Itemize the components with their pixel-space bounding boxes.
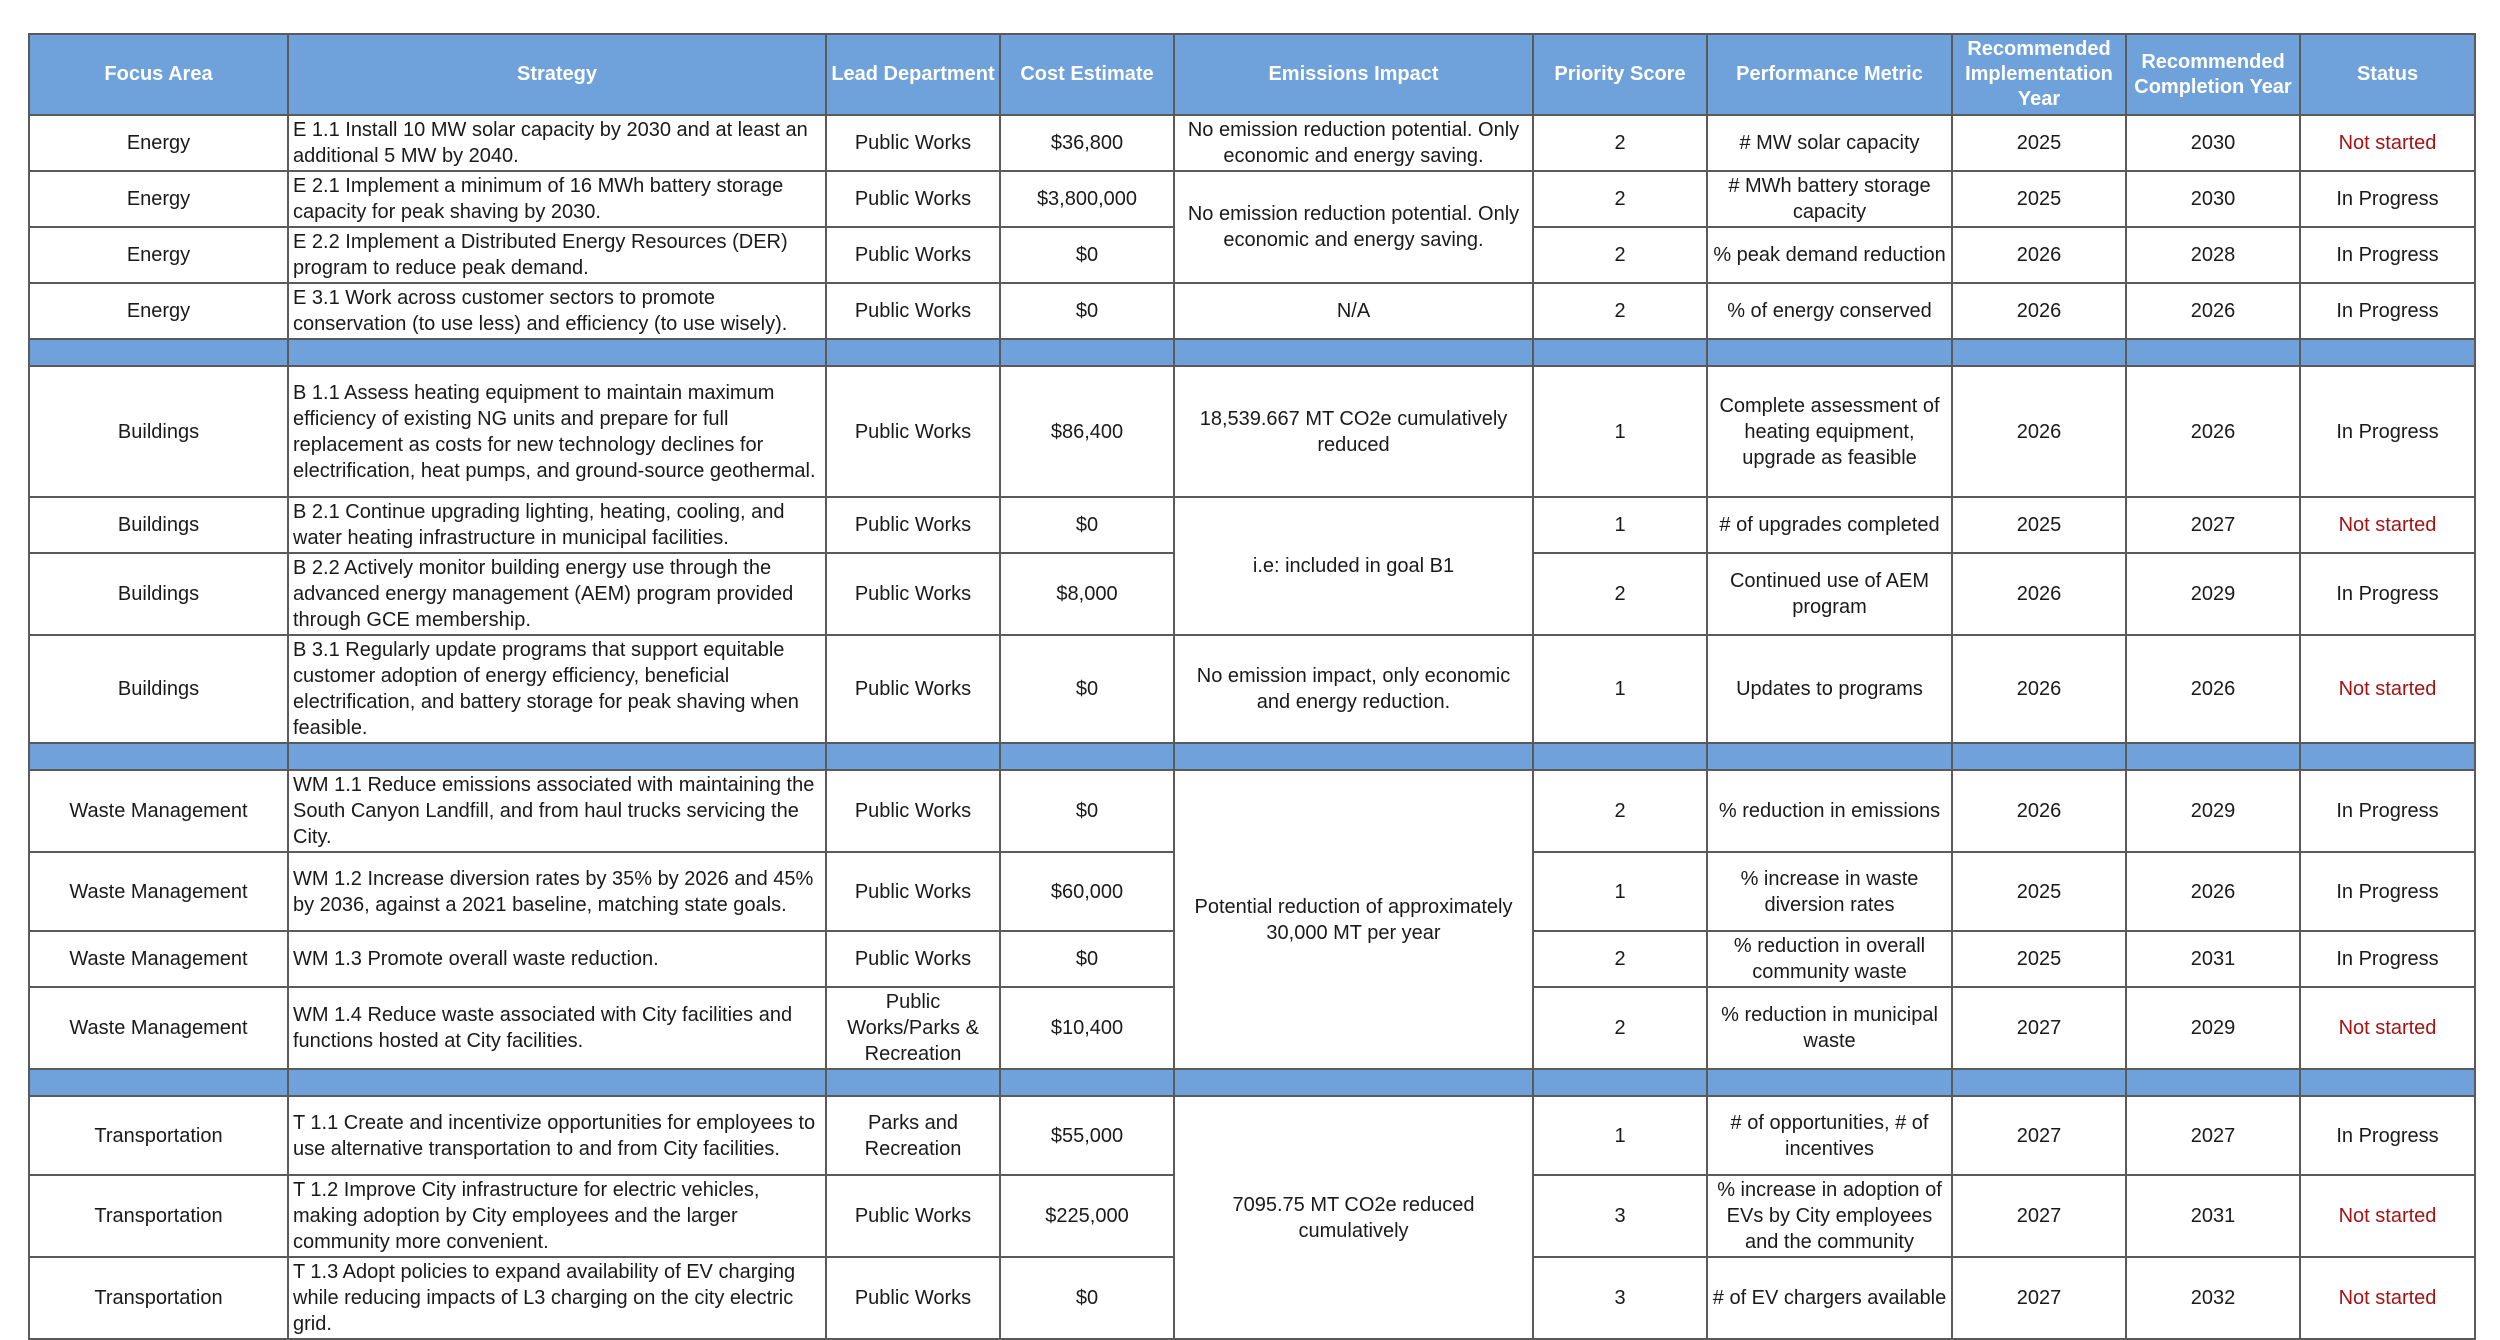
strategy-cell[interactable]: B 3.1 Regularly update programs that support equitable customer adoption of energy efficiency, beneficial electrification, and battery storage for peak shaving when feasible. xyxy=(288,635,826,743)
focus-area-cell[interactable]: Waste Management xyxy=(29,852,288,931)
status-cell[interactable]: In Progress xyxy=(2300,852,2475,931)
lead-department-cell[interactable]: Public Works xyxy=(826,553,1000,635)
strategy-cell[interactable]: T 1.2 Improve City infrastructure for electric vehicles, making adoption by City employees and the larger community more convenient. xyxy=(288,1175,826,1257)
strategy-cell[interactable]: B 1.1 Assess heating equipment to maintain maximum efficiency of existing NG units and prepare for full replacement as costs for new technology declines for electrification, heat pumps, and ground-source geothermal. xyxy=(288,366,826,497)
status-cell[interactable]: In Progress xyxy=(2300,1096,2475,1175)
focus-area-cell[interactable]: Waste Management xyxy=(29,931,288,987)
status-cell[interactable]: Not started xyxy=(2300,635,2475,743)
strategy-cell[interactable]: T 1.1 Create and incentivize opportunities for employees to use alternative transportation to and from City facilities. xyxy=(288,1096,826,1175)
performance-metric-cell[interactable]: # MW solar capacity xyxy=(1707,115,1952,171)
header-row xyxy=(29,34,2475,115)
priority-score-cell[interactable]: 2 xyxy=(1533,987,1707,1069)
status-cell[interactable]: Not started xyxy=(2300,497,2475,553)
performance-metric-cell[interactable]: # of upgrades completed xyxy=(1707,497,1952,553)
focus-area-cell[interactable]: Buildings xyxy=(29,553,288,635)
performance-metric-cell[interactable]: # MWh battery storage capacity xyxy=(1707,171,1952,227)
implementation-year-cell[interactable]: 2027 xyxy=(1952,987,2126,1069)
emissions-impact-cell[interactable]: N/A xyxy=(1174,283,1533,339)
completion-year-cell[interactable]: 2026 xyxy=(2126,283,2300,339)
section-separator-row xyxy=(29,1069,2475,1096)
emissions-impact-cell[interactable]: 7095.75 MT CO2e reduced cumulatively xyxy=(1174,1096,1533,1339)
table-row xyxy=(29,1096,2475,1175)
header-completion-year[interactable]: Recommended Completion Year xyxy=(2126,34,2300,115)
completion-year-cell[interactable]: 2030 xyxy=(2126,171,2300,227)
strategy-cell[interactable]: T 1.3 Adopt policies to expand availability of EV charging while reducing impacts of L3 charging on the city electric grid. xyxy=(288,1257,826,1339)
priority-score-cell[interactable]: 1 xyxy=(1533,635,1707,743)
cost-estimate-cell[interactable]: $36,800 xyxy=(1000,115,1174,171)
status-cell[interactable]: In Progress xyxy=(2300,283,2475,339)
cost-estimate-cell[interactable]: $8,000 xyxy=(1000,553,1174,635)
status-cell[interactable]: Not started xyxy=(2300,1175,2475,1257)
cost-estimate-cell[interactable]: $0 xyxy=(1000,931,1174,987)
implementation-year-cell[interactable]: 2026 xyxy=(1952,553,2126,635)
cost-estimate-cell[interactable]: $0 xyxy=(1000,1257,1174,1339)
status-cell[interactable]: In Progress xyxy=(2300,931,2475,987)
cost-estimate-cell[interactable]: $0 xyxy=(1000,635,1174,743)
strategy-cell[interactable]: B 2.1 Continue upgrading lighting, heating, cooling, and water heating infrastructure in municipal facilities. xyxy=(288,497,826,553)
priority-score-cell[interactable]: 1 xyxy=(1533,852,1707,931)
focus-area-cell[interactable]: Waste Management xyxy=(29,770,288,852)
focus-area-cell[interactable]: Waste Management xyxy=(29,987,288,1069)
focus-area-cell[interactable]: Transportation xyxy=(29,1257,288,1339)
lead-department-cell[interactable]: Public Works xyxy=(826,366,1000,497)
lead-department-cell[interactable]: Public Works xyxy=(826,635,1000,743)
completion-year-cell[interactable]: 2031 xyxy=(2126,931,2300,987)
cost-estimate-cell[interactable]: $60,000 xyxy=(1000,852,1174,931)
header-lead-department[interactable]: Lead Department xyxy=(826,34,1000,115)
focus-area-cell[interactable]: Energy xyxy=(29,283,288,339)
cost-estimate-cell[interactable]: $0 xyxy=(1000,497,1174,553)
status-cell[interactable]: In Progress xyxy=(2300,227,2475,283)
cost-estimate-cell[interactable]: $10,400 xyxy=(1000,987,1174,1069)
priority-score-cell[interactable]: 2 xyxy=(1533,770,1707,852)
cost-estimate-cell[interactable]: $0 xyxy=(1000,283,1174,339)
focus-area-cell[interactable]: Transportation xyxy=(29,1175,288,1257)
table-row xyxy=(29,366,2475,497)
implementation-year-cell[interactable]: 2025 xyxy=(1952,931,2126,987)
implementation-year-cell[interactable]: 2027 xyxy=(1952,1175,2126,1257)
implementation-year-cell[interactable]: 2025 xyxy=(1952,171,2126,227)
performance-metric-cell[interactable]: % reduction in emissions xyxy=(1707,770,1952,852)
cost-estimate-cell[interactable]: $86,400 xyxy=(1000,366,1174,497)
emissions-impact-cell[interactable]: No emission reduction potential. Only economic and energy saving. xyxy=(1174,115,1533,171)
strategy-cell[interactable]: WM 1.2 Increase diversion rates by 35% by 2026 and 45% by 2036, against a 2021 baseline, matching state goals. xyxy=(288,852,826,931)
table-row xyxy=(29,497,2475,553)
priority-score-cell[interactable]: 1 xyxy=(1533,497,1707,553)
completion-year-cell[interactable]: 2030 xyxy=(2126,115,2300,171)
performance-metric-cell[interactable]: Complete assessment of heating equipment, upgrade as feasible xyxy=(1707,366,1952,497)
implementation-year-cell[interactable]: 2027 xyxy=(1952,1096,2126,1175)
performance-metric-cell[interactable]: # of EV chargers available xyxy=(1707,1257,1952,1339)
strategy-cell[interactable]: E 3.1 Work across customer sectors to promote conservation (to use less) and efficiency (to use wisely). xyxy=(288,283,826,339)
performance-metric-cell[interactable]: Continued use of AEM program xyxy=(1707,553,1952,635)
header-implementation-year[interactable]: Recommended Implementation Year xyxy=(1952,34,2126,115)
strategy-cell[interactable]: B 2.2 Actively monitor building energy use through the advanced energy management (AEM) program provided through GCE membership. xyxy=(288,553,826,635)
completion-year-cell[interactable]: 2029 xyxy=(2126,553,2300,635)
status-cell[interactable]: In Progress xyxy=(2300,171,2475,227)
status-cell[interactable]: Not started xyxy=(2300,115,2475,171)
lead-department-cell[interactable]: Public Works xyxy=(826,171,1000,227)
implementation-year-cell[interactable]: 2025 xyxy=(1952,115,2126,171)
strategy-cell[interactable]: E 2.1 Implement a minimum of 16 MWh battery storage capacity for peak shaving by 2030. xyxy=(288,171,826,227)
strategy-cell[interactable]: E 2.2 Implement a Distributed Energy Resources (DER) program to reduce peak demand. xyxy=(288,227,826,283)
implementation-year-cell[interactable]: 2025 xyxy=(1952,852,2126,931)
lead-department-cell[interactable]: Public Works xyxy=(826,115,1000,171)
performance-metric-cell[interactable]: % peak demand reduction xyxy=(1707,227,1952,283)
header-focus-area[interactable]: Focus Area xyxy=(29,34,288,115)
performance-metric-cell[interactable]: # of opportunities, # of incentives xyxy=(1707,1096,1952,1175)
strategy-cell[interactable]: WM 1.1 Reduce emissions associated with maintaining the South Canyon Landfill, and from haul trucks servicing the City. xyxy=(288,770,826,852)
strategy-cell[interactable]: WM 1.3 Promote overall waste reduction. xyxy=(288,931,826,987)
strategy-cell[interactable]: WM 1.4 Reduce waste associated with City facilities and functions hosted at City facilities. xyxy=(288,987,826,1069)
completion-year-cell[interactable]: 2026 xyxy=(2126,635,2300,743)
strategy-table xyxy=(28,33,2476,1340)
performance-metric-cell[interactable]: % reduction in municipal waste xyxy=(1707,987,1952,1069)
focus-area-cell[interactable]: Buildings xyxy=(29,635,288,743)
status-cell[interactable]: In Progress xyxy=(2300,770,2475,852)
lead-department-cell[interactable]: Public Works xyxy=(826,1257,1000,1339)
priority-score-cell[interactable]: 2 xyxy=(1533,553,1707,635)
emissions-impact-cell[interactable]: 18,539.667 MT CO2e cumulatively reduced xyxy=(1174,366,1533,497)
completion-year-cell[interactable]: 2026 xyxy=(2126,366,2300,497)
status-cell[interactable]: Not started xyxy=(2300,1257,2475,1339)
implementation-year-cell[interactable]: 2025 xyxy=(1952,497,2126,553)
implementation-year-cell[interactable]: 2026 xyxy=(1952,635,2126,743)
lead-department-cell[interactable]: Public Works xyxy=(826,1175,1000,1257)
completion-year-cell[interactable]: 2032 xyxy=(2126,1257,2300,1339)
lead-department-cell[interactable]: Public Works xyxy=(826,497,1000,553)
emissions-impact-cell[interactable]: No emission reduction potential. Only economic and energy saving. xyxy=(1174,171,1533,283)
table-row xyxy=(29,283,2475,339)
completion-year-cell[interactable]: 2028 xyxy=(2126,227,2300,283)
priority-score-cell[interactable]: 2 xyxy=(1533,227,1707,283)
focus-area-cell[interactable]: Energy xyxy=(29,171,288,227)
status-cell[interactable]: Not started xyxy=(2300,987,2475,1069)
status-cell[interactable]: In Progress xyxy=(2300,366,2475,497)
focus-area-cell[interactable]: Energy xyxy=(29,227,288,283)
emissions-impact-cell[interactable]: No emission impact, only economic and energy reduction. xyxy=(1174,635,1533,743)
priority-score-cell[interactable]: 3 xyxy=(1533,1257,1707,1339)
completion-year-cell[interactable]: 2026 xyxy=(2126,852,2300,931)
priority-score-cell[interactable]: 1 xyxy=(1533,1096,1707,1175)
lead-department-cell[interactable]: Public Works xyxy=(826,852,1000,931)
performance-metric-cell[interactable]: % increase in waste diversion rates xyxy=(1707,852,1952,931)
priority-score-cell[interactable]: 2 xyxy=(1533,283,1707,339)
cost-estimate-cell[interactable]: $0 xyxy=(1000,227,1174,283)
completion-year-cell[interactable]: 2031 xyxy=(2126,1175,2300,1257)
completion-year-cell[interactable]: 2029 xyxy=(2126,987,2300,1069)
lead-department-cell[interactable]: Public Works xyxy=(826,770,1000,852)
cost-estimate-cell[interactable]: $225,000 xyxy=(1000,1175,1174,1257)
implementation-year-cell[interactable]: 2027 xyxy=(1952,1257,2126,1339)
completion-year-cell[interactable]: 2027 xyxy=(2126,497,2300,553)
focus-area-cell[interactable]: Transportation xyxy=(29,1096,288,1175)
lead-department-cell[interactable]: Parks and Recreation xyxy=(826,1096,1000,1175)
header-emissions-impact[interactable]: Emissions Impact xyxy=(1174,34,1533,115)
implementation-year-cell[interactable]: 2026 xyxy=(1952,283,2126,339)
header-cost-estimate[interactable]: Cost Estimate xyxy=(1000,34,1174,115)
strategy-cell[interactable]: E 1.1 Install 10 MW solar capacity by 2030 and at least an additional 5 MW by 2040. xyxy=(288,115,826,171)
priority-score-cell[interactable]: 2 xyxy=(1533,171,1707,227)
header-performance-metric[interactable]: Performance Metric xyxy=(1707,34,1952,115)
header-status[interactable]: Status xyxy=(2300,34,2475,115)
performance-metric-cell[interactable]: % reduction in overall community waste xyxy=(1707,931,1952,987)
cost-estimate-cell[interactable]: $3,800,000 xyxy=(1000,171,1174,227)
status-cell[interactable]: In Progress xyxy=(2300,553,2475,635)
focus-area-cell[interactable]: Buildings xyxy=(29,497,288,553)
implementation-year-cell[interactable]: 2026 xyxy=(1952,366,2126,497)
cost-estimate-cell[interactable]: $0 xyxy=(1000,770,1174,852)
completion-year-cell[interactable]: 2027 xyxy=(2126,1096,2300,1175)
implementation-year-cell[interactable]: 2026 xyxy=(1952,227,2126,283)
lead-department-cell[interactable]: Public Works/Parks & Recreation xyxy=(826,987,1000,1069)
completion-year-cell[interactable]: 2029 xyxy=(2126,770,2300,852)
section-separator-row xyxy=(29,339,2475,366)
header-priority-score[interactable]: Priority Score xyxy=(1533,34,1707,115)
section-separator-row xyxy=(29,743,2475,770)
focus-area-cell[interactable]: Buildings xyxy=(29,366,288,497)
priority-score-cell[interactable]: 1 xyxy=(1533,366,1707,497)
table-row xyxy=(29,171,2475,227)
emissions-impact-cell[interactable]: i.e: included in goal B1 xyxy=(1174,497,1533,635)
lead-department-cell[interactable]: Public Works xyxy=(826,931,1000,987)
strategy-table-sheet xyxy=(28,33,2474,1340)
cost-estimate-cell[interactable]: $55,000 xyxy=(1000,1096,1174,1175)
focus-area-cell[interactable]: Energy xyxy=(29,115,288,171)
table-row xyxy=(29,635,2475,743)
performance-metric-cell[interactable]: % increase in adoption of EVs by City employees and the community xyxy=(1707,1175,1952,1257)
header-strategy[interactable]: Strategy xyxy=(288,34,826,115)
performance-metric-cell[interactable]: Updates to programs xyxy=(1707,635,1952,743)
priority-score-cell[interactable]: 3 xyxy=(1533,1175,1707,1257)
implementation-year-cell[interactable]: 2026 xyxy=(1952,770,2126,852)
priority-score-cell[interactable]: 2 xyxy=(1533,115,1707,171)
lead-department-cell[interactable]: Public Works xyxy=(826,227,1000,283)
table-row xyxy=(29,115,2475,171)
lead-department-cell[interactable]: Public Works xyxy=(826,283,1000,339)
performance-metric-cell[interactable]: % of energy conserved xyxy=(1707,283,1952,339)
table-row xyxy=(29,770,2475,852)
emissions-impact-cell[interactable]: Potential reduction of approximately 30,000 MT per year xyxy=(1174,770,1533,1069)
priority-score-cell[interactable]: 2 xyxy=(1533,931,1707,987)
